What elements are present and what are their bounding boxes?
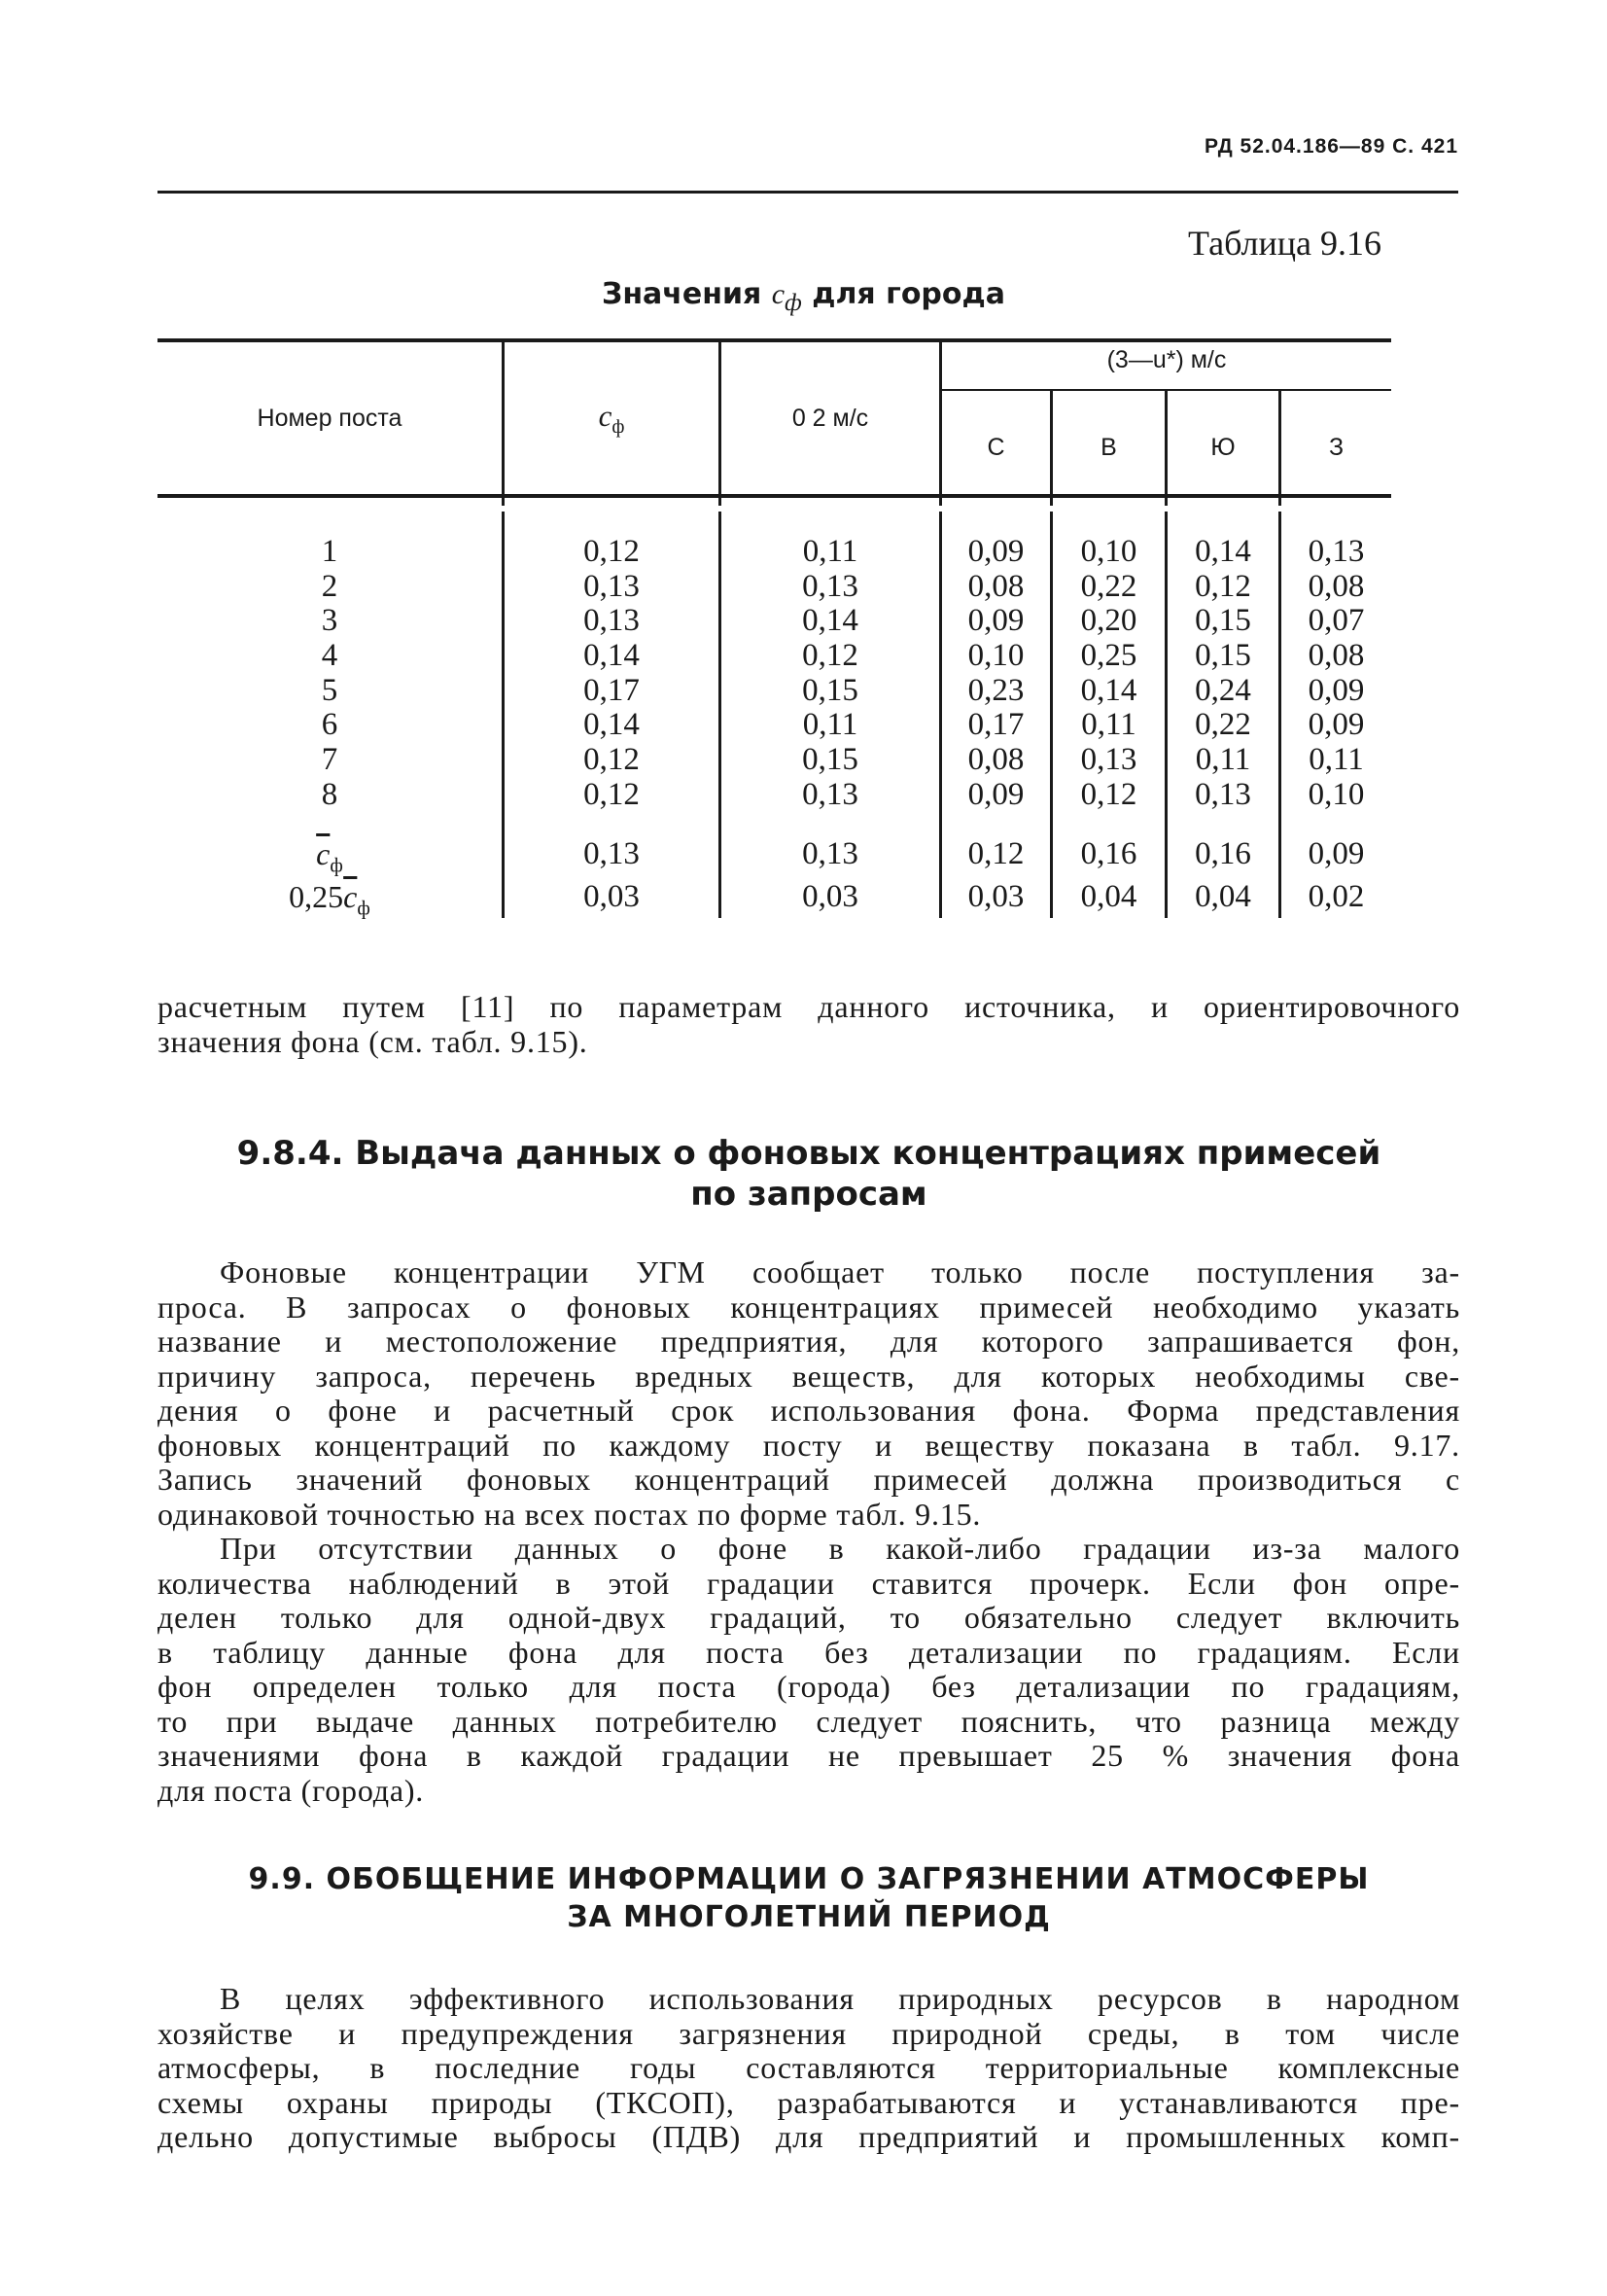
- table-cell: 0,25: [1080, 638, 1137, 674]
- table-cell: 0,13: [1080, 742, 1137, 778]
- table-cell: 0,14: [583, 707, 640, 743]
- section-heading-9-9: [157, 1860, 1460, 1936]
- header-direction-n: С: [987, 434, 1005, 461]
- table-cell: 0,11: [802, 534, 858, 569]
- table-cell: 0,16: [1080, 836, 1137, 871]
- table-cell: 0,09: [967, 776, 1025, 812]
- header-c-f-letter: с: [598, 399, 612, 433]
- table-cell: 5: [321, 672, 338, 708]
- table-cell: 0,04: [1080, 879, 1137, 914]
- table-cell: 0,11: [1195, 742, 1251, 778]
- table-cell: 0,17: [583, 672, 640, 708]
- table-cell: 0,14: [1195, 534, 1251, 569]
- table-cell: 8: [321, 776, 338, 812]
- background-concentration-table: [157, 335, 1391, 918]
- text-line: значения фона (см. табл. 9.15).: [157, 1023, 588, 1059]
- table-cell: 0,14: [1080, 672, 1137, 708]
- table-cell: 0,10: [1080, 534, 1137, 569]
- table-cell: 0,12: [967, 836, 1025, 871]
- table-cell: 0,10: [967, 638, 1025, 674]
- continuation-paragraph: [157, 990, 1460, 1059]
- table-cell: 1: [321, 534, 338, 569]
- table-cell: 0,09: [1308, 707, 1365, 743]
- header-calm: 0 2 м/с: [791, 405, 869, 432]
- table-title: [0, 277, 1607, 317]
- section-9-8-4-paragraph-1: [157, 1255, 1460, 1532]
- text-line: название и местоположение предприятия, для которого запрашивается фон,: [157, 1324, 1460, 1359]
- table-title-symbol: [771, 278, 802, 316]
- heading-line: по запросам: [690, 1175, 927, 1214]
- col-south: [1168, 535, 1278, 813]
- table-cell: 0,09: [1308, 672, 1365, 708]
- text-line: делен только для одной-двух градаций, то обязательно следует включить: [157, 1600, 1460, 1635]
- table-cell: 0,11: [1309, 742, 1364, 778]
- text-line: В целях эффективного использования природных ресурсов в народном: [220, 1981, 1460, 2016]
- text-line: При отсутствии данных о фоне в какой-либо градации из-за малого: [220, 1531, 1460, 1566]
- text-line: дения о фоне и расчетный срок использования фона. Форма представления: [157, 1393, 1460, 1428]
- table-cell: 0,09: [967, 603, 1025, 639]
- table-cell: 3: [321, 603, 338, 639]
- header-wind-group: (3—u*) м/с: [1106, 346, 1227, 373]
- text-line: дельно допустимые выбросы (ПДВ) для предприятий и промышленных комп-: [157, 2119, 1460, 2154]
- section-9-8-4-paragraph-2: [157, 1532, 1460, 1808]
- col-north: [942, 535, 1050, 813]
- header-c-f-sub: ф: [611, 416, 625, 439]
- text-line: количества наблюдений в этой градации ставится прочерк. Если фон опре-: [157, 1565, 1460, 1601]
- table-cell: 0,12: [583, 534, 640, 569]
- text-line: проса. В запросах о фоновых концентрациях примесей необходимо указать: [157, 1289, 1460, 1325]
- table-cell: 0,13: [1308, 534, 1365, 569]
- col-post-numbers: [157, 535, 502, 813]
- text-line: для поста (города).: [157, 1772, 425, 1808]
- text-line: атмосферы, в последние годы составляются территориальные комплексные: [157, 2050, 1460, 2085]
- table-cell: 4: [321, 638, 338, 674]
- summary-quarter-sub: ф: [357, 897, 370, 920]
- table-cell: 0,12: [583, 742, 640, 778]
- header-direction-s: Ю: [1210, 434, 1236, 461]
- table-cell: 0,17: [967, 707, 1025, 743]
- table-cell: 0,03: [802, 879, 858, 914]
- text-line: фоновых концентраций по каждому посту и веществу показана в табл. 9.17.: [157, 1427, 1460, 1463]
- text-line: одинаковой точностью на всех постах по форме табл. 9.15.: [157, 1496, 982, 1532]
- table-cell: 0,22: [1195, 707, 1251, 743]
- table-cell: 0,22: [1080, 568, 1137, 604]
- summary-quarter-symbol: $\overline{c}$: [343, 879, 358, 914]
- text-line: фон определен только для поста (города) без детализации по градациям,: [157, 1669, 1460, 1704]
- table-cell: 0,12: [802, 638, 858, 674]
- table-cell: 0,11: [1081, 707, 1136, 743]
- table-title-prefix: Значения: [602, 277, 762, 311]
- table-cell: 0,11: [802, 707, 858, 743]
- table-cell: 0,12: [583, 776, 640, 812]
- table-cell: 0,03: [967, 879, 1025, 914]
- summary-row-mean-label: [157, 836, 502, 877]
- header-direction-e: В: [1100, 434, 1117, 461]
- title-symbol-sub: ф: [785, 290, 802, 316]
- table-cell: 0,08: [967, 742, 1025, 778]
- text-line: Запись значений фоновых концентраций примесей должна производиться с: [157, 1462, 1460, 1497]
- section-9-9-paragraph-1: [157, 1982, 1460, 2155]
- table-cell: 0,15: [802, 742, 858, 778]
- table-cell: 6: [321, 707, 338, 743]
- col-west: [1281, 535, 1391, 813]
- summary-mean-sub: ф: [330, 854, 343, 877]
- table-top-rule: [157, 338, 1391, 342]
- table-cell: 0,10: [1308, 776, 1365, 812]
- table-cell: 7: [321, 742, 338, 778]
- text-line: расчетным путем [11] по параметрам данного источника, и ориентировочного: [157, 989, 1460, 1024]
- table-cell: 0,13: [583, 603, 640, 639]
- table-cell: 0,08: [967, 568, 1025, 604]
- table-cell: 0,15: [1195, 603, 1251, 639]
- table-cell: 0,13: [1195, 776, 1251, 812]
- header-c-f: [505, 399, 718, 439]
- table-cell: 0,16: [1195, 836, 1251, 871]
- heading-line: 9.8.4. Выдача данных о фоновых концентрациях примесей: [236, 1134, 1381, 1173]
- table-cell: 0,09: [1308, 836, 1365, 871]
- table-cell: 0,08: [1308, 638, 1365, 674]
- table-cell: 0,23: [967, 672, 1025, 708]
- text-line: Фоновые концентрации УГМ сообщает только после поступления за-: [220, 1254, 1460, 1289]
- table-cell: 0,07: [1308, 603, 1365, 639]
- text-line: хозяйстве и предупреждения загрязнения природной среды, в том числе: [157, 2015, 1460, 2051]
- table-cell: 0,13: [802, 776, 858, 812]
- text-line: в таблицу данные фона для поста без детализации по градациям. Если: [157, 1634, 1460, 1670]
- table-cell: 0,09: [967, 534, 1025, 569]
- table-cell: 0,13: [583, 568, 640, 604]
- header-rule: [157, 191, 1458, 194]
- title-symbol-letter: с: [771, 278, 786, 310]
- table-cell: 0,08: [1308, 568, 1365, 604]
- table-cell: 0,14: [802, 603, 858, 639]
- text-line: причину запроса, перечень вредных веществ, для которых необходимы све-: [157, 1358, 1460, 1394]
- header-direction-w: З: [1328, 434, 1345, 461]
- text-line: значениями фона в каждой градации не превышает 25 % значения фона: [157, 1738, 1460, 1773]
- running-header: РД 52.04.186—89 С. 421: [1205, 135, 1458, 158]
- table-cell: 0,04: [1195, 879, 1251, 914]
- table-cell: 0,24: [1195, 672, 1251, 708]
- table-cell: 0,20: [1080, 603, 1137, 639]
- header-post-number: Номер поста: [257, 405, 402, 432]
- table-cell: 2: [321, 568, 338, 604]
- text-line: схемы охраны природы (ТКСОП), разрабатываются и устанавливаются пре-: [157, 2084, 1460, 2120]
- table-cell: 0,13: [802, 836, 858, 871]
- summary-quarter-prefix: 0,25: [289, 879, 344, 914]
- table-cell: 0,13: [802, 568, 858, 604]
- table-cell: 0,12: [1195, 568, 1251, 604]
- col-calm: [721, 535, 939, 813]
- table-cell: 0,12: [1080, 776, 1137, 812]
- summary-mean-symbol: $\overline{c}$: [316, 836, 331, 871]
- heading-line: 9.9. ОБОБЩЕНИЕ ИНФОРМАЦИИ О ЗАГРЯЗНЕНИИ АТМОСФЕРЫ: [248, 1862, 1370, 1896]
- table-cell: 0,15: [802, 672, 858, 708]
- table-number: Таблица 9.16: [1188, 224, 1381, 263]
- col-c-f: [505, 535, 718, 813]
- table-cell: 0,15: [1195, 638, 1251, 674]
- table-cell: 0,13: [583, 836, 640, 871]
- summary-row-quarter-label: [157, 879, 502, 920]
- table-cell: 0,02: [1308, 879, 1365, 914]
- text-line: то при выдаче данных потребителю следует пояснить, что разница между: [157, 1703, 1460, 1739]
- header-bottom-rule: [157, 494, 1391, 498]
- table-cell: 0,03: [583, 879, 640, 914]
- section-heading-9-8-4: [157, 1133, 1460, 1215]
- table-cell: 0,14: [583, 638, 640, 674]
- col-east: [1053, 535, 1165, 813]
- table-title-suffix: для города: [812, 277, 1005, 311]
- heading-line: ЗА МНОГОЛЕТНИЙ ПЕРИОД: [567, 1900, 1051, 1934]
